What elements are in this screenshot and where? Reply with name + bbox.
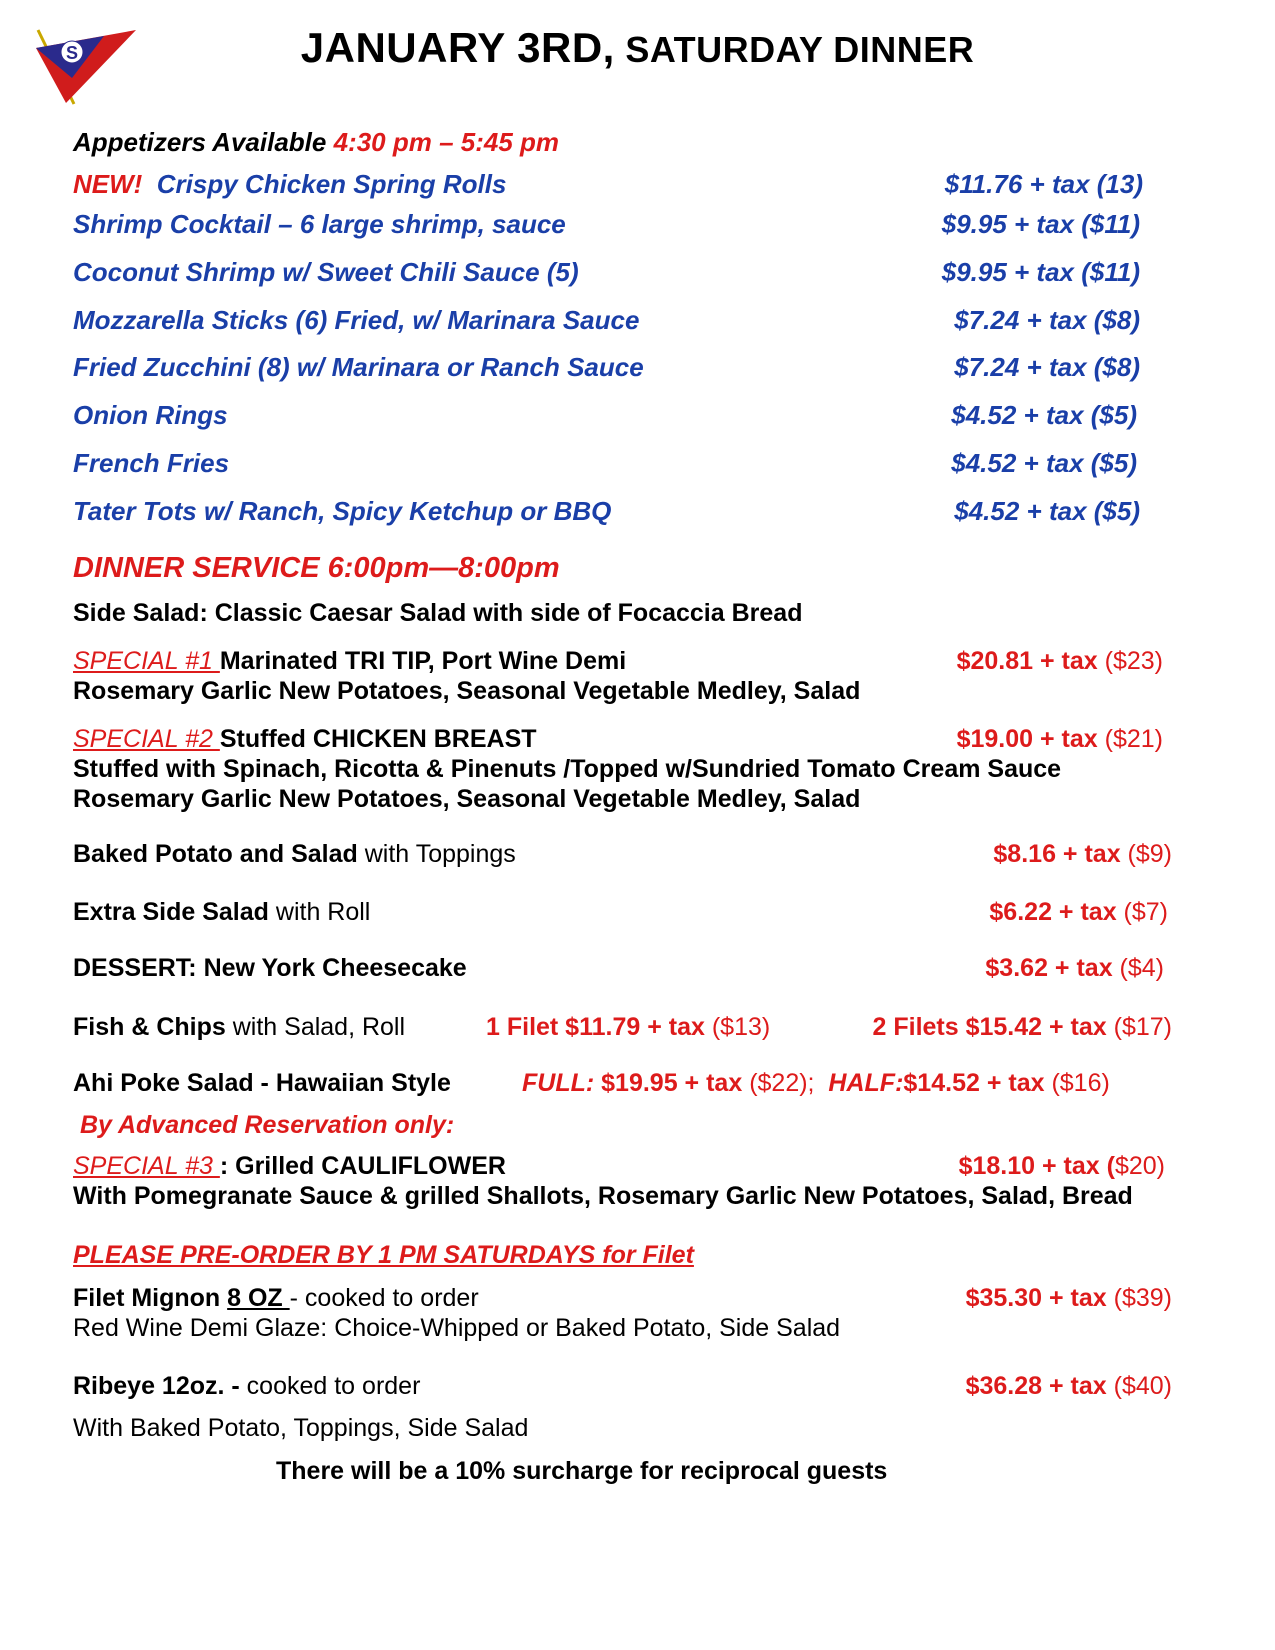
appetizer-item: Mozzarella Sticks (6) Fried, w/ Marinara Sauce bbox=[73, 305, 640, 335]
ribeye-line: Ribeye 12oz. - cooked to order bbox=[73, 1372, 421, 1400]
ahi-poke-line: Ahi Poke Salad - Hawaiian Style bbox=[73, 1069, 451, 1097]
ahi-poke-price: FULL: $19.95 + tax ($22); HALF:$14.52 + tax ($16) bbox=[522, 1069, 1110, 1097]
special-1-description: Rosemary Garlic New Potatoes, Seasonal Vegetable Medley, Salad bbox=[73, 677, 861, 705]
special-2-description: Stuffed with Spinach, Ricotta & Pinenuts /Topped w/Sundried Tomato Cream Sauce bbox=[73, 755, 1062, 783]
special-2-sides: Rosemary Garlic New Potatoes, Seasonal Vegetable Medley, Salad bbox=[73, 785, 861, 813]
special-3-label: SPECIAL #3 bbox=[73, 1152, 220, 1180]
filet-mignon-price: $35.30 + tax ($39) bbox=[965, 1284, 1172, 1312]
reservation-note: By Advanced Reservation only: bbox=[80, 1111, 455, 1139]
appetizer-item: Tater Tots w/ Ranch, Spicy Ketchup or BBQ bbox=[73, 496, 612, 526]
appetizer-price: $7.24 + tax ($8) bbox=[954, 305, 1140, 335]
dinner-service-heading: DINNER SERVICE 6:00pm—8:00pm bbox=[73, 552, 560, 584]
appetizer-price: $4.52 + tax ($5) bbox=[951, 448, 1137, 478]
appetizer-price: $11.76 + tax (13) bbox=[944, 169, 1143, 199]
appetizer-item: Fried Zucchini (8) w/ Marinara or Ranch Sauce bbox=[73, 352, 644, 382]
dessert-price: $3.62 + tax ($4) bbox=[985, 954, 1164, 982]
ribeye-price: $36.28 + tax ($40) bbox=[965, 1372, 1172, 1400]
fish-two-filets-price: 2 Filets $15.42 + tax ($17) bbox=[872, 1013, 1172, 1041]
appetizer-item: French Fries bbox=[73, 448, 230, 478]
special-3-description: With Pomegranate Sauce & grilled Shallots, Rosemary Garlic New Potatoes, Salad, Bread bbox=[73, 1182, 1133, 1210]
surcharge-note: There will be a 10% surcharge for reciprocal guests bbox=[276, 1457, 888, 1485]
preorder-note: PLEASE PRE-ORDER BY 1 PM SATURDAYS for Filet bbox=[73, 1241, 694, 1269]
special-3-title: SPECIAL #3 : Grilled CAULIFLOWER bbox=[73, 1152, 506, 1180]
appetizer-price: $4.52 + tax ($5) bbox=[951, 400, 1137, 430]
appetizer-item: Coconut Shrimp w/ Sweet Chili Sauce (5) bbox=[73, 257, 579, 287]
side-salad-line: Side Salad: Classic Caesar Salad with side of Focaccia Bread bbox=[73, 599, 803, 627]
appetizer-price: $4.52 + tax ($5) bbox=[954, 496, 1140, 526]
special-2-title: SPECIAL #2 Stuffed CHICKEN BREAST bbox=[73, 725, 537, 753]
svg-text:S: S bbox=[65, 43, 79, 63]
appetizer-item: Shrimp Cocktail – 6 large shrimp, sauce bbox=[73, 209, 566, 239]
baked-potato-price: $8.16 + tax ($9) bbox=[993, 840, 1172, 868]
appetizer-price: $9.95 + tax ($11) bbox=[941, 257, 1140, 287]
ribeye-description: With Baked Potato, Toppings, Side Salad bbox=[73, 1414, 529, 1442]
extra-side-salad-price: $6.22 + tax ($7) bbox=[989, 898, 1168, 926]
filet-mignon-line: Filet Mignon 8 OZ - cooked to order bbox=[73, 1284, 479, 1312]
extra-side-salad-line: Extra Side Salad with Roll bbox=[73, 898, 371, 926]
dessert-line: DESSERT: New York Cheesecake bbox=[73, 954, 467, 982]
special-2-price: $19.00 + tax ($21) bbox=[956, 725, 1163, 753]
appetizer-price: $9.95 + tax ($11) bbox=[941, 209, 1140, 239]
baked-potato-line: Baked Potato and Salad with Toppings bbox=[73, 840, 516, 868]
filet-mignon-description: Red Wine Demi Glaze: Choice-Whipped or Baked Potato, Side Salad bbox=[73, 1314, 841, 1342]
appetizer-item: Onion Rings bbox=[73, 400, 228, 430]
fish-and-chips-line: Fish & Chips with Salad, Roll bbox=[73, 1013, 406, 1041]
special-1-label: SPECIAL #1 bbox=[73, 647, 220, 675]
special-1-title: SPECIAL #1 Marinated TRI TIP, Port Wine Demi bbox=[73, 647, 627, 675]
fish-one-filet-price: 1 Filet $11.79 + tax ($13) bbox=[486, 1013, 771, 1041]
page-title: JANUARY 3RD, SATURDAY DINNER bbox=[300, 24, 975, 71]
special-2-label: SPECIAL #2 bbox=[73, 725, 220, 753]
appetizers-heading: Appetizers Available 4:30 pm – 5:45 pm bbox=[73, 127, 560, 157]
special-3-price: $18.10 + tax ($20) bbox=[958, 1152, 1165, 1180]
special-1-price: $20.81 + tax ($23) bbox=[956, 647, 1163, 675]
appetizer-item: NEW! Crispy Chicken Spring Rolls bbox=[73, 169, 507, 199]
appetizer-price: $7.24 + tax ($8) bbox=[954, 352, 1140, 382]
